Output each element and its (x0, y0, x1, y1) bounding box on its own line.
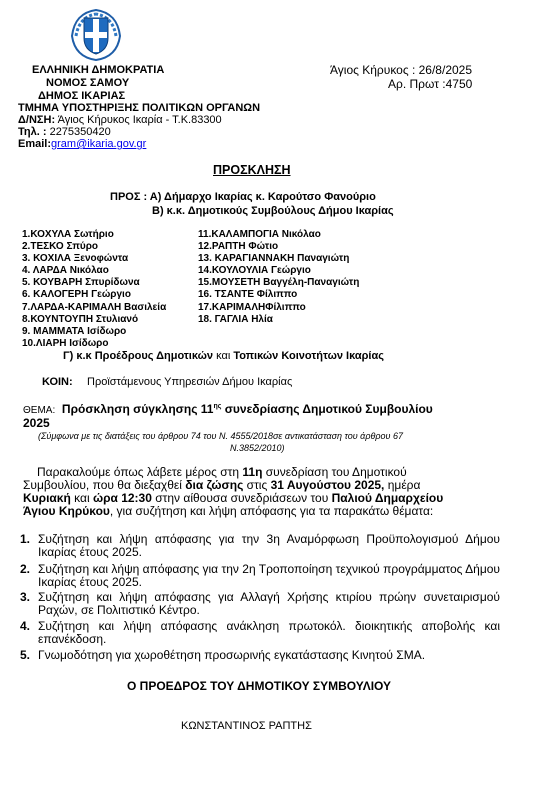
list-item: 7.ΛΑΡΔΑ-ΚΑΡΙΜΑΛΗ Βασιλεία (22, 301, 167, 313)
subject-label: ΘΕΜΑ: (23, 405, 56, 416)
agenda-item-number: 4. (20, 619, 31, 633)
legal-reference-2: Ν.3852/2010) (230, 443, 285, 453)
agenda-item-text: Συζήτηση και λήψη απόφασης για την 2η Τροποποίηση τεχνικού προγράμματος Δήμου Ικαρίας έτους 2025. (38, 562, 500, 589)
list-item: 18. ΓΑΓΛΙΑ Ηλία (198, 313, 273, 325)
body-text: Συμβουλίου, που θα διεξαχθεί (23, 478, 186, 492)
list-item: 8.ΚΟΥΝΤΟΥΠΗ Στυλιανό (22, 313, 139, 325)
body-line-3 (23, 491, 443, 505)
signatory-name: ΚΩΝΣΤΑΝΤΙΝΟΣ ΡΑΠΤΗΣ (181, 720, 312, 732)
meeting-number: 11η (242, 465, 263, 479)
org-line-1: ΕΛΛΗΝΙΚΗ ΔΗΜΟΚΡΑΤΙΑ (32, 64, 165, 76)
agenda-item-number: 2. (20, 562, 31, 576)
org-line-3: ΔΗΜΟΣ ΙΚΑΡΙΑΣ (38, 90, 126, 102)
list-item: 6. ΚΑΛΟΓΕΡΗ Γεώργιο (22, 289, 131, 301)
koin-label: ΚΟΙΝ: (42, 376, 73, 388)
councillors-left-list (22, 229, 166, 350)
meeting-venue: Παλιού Δημαρχείου (331, 491, 444, 505)
agenda-item-number: 3. (20, 590, 31, 604)
body-text: και (70, 491, 93, 505)
list-item: 2.ΤΕΣΚΟ Σπύρο (22, 241, 99, 253)
councillors-right-list (198, 229, 359, 326)
meeting-mode: δια ζώσης (185, 478, 244, 492)
recipient-c-end: Τοπικών Κοινοτήτων Ικαρίας (233, 350, 384, 362)
address-line (18, 114, 222, 126)
email-link[interactable]: gram@ikaria.gov.gr (51, 138, 147, 150)
agenda-item-number: 5. (20, 648, 31, 662)
body-text: , για συζήτηση και λήψη απόφασης για τα παρακάτω θέματα: (109, 504, 434, 518)
agenda-item-text: Συζήτηση και λήψη απόφασης για Αλλαγή Χρήσης κτιρίου πρώην συνεταιρισμού Ραχών, σε Πολιτιστικό Κέντρο. (38, 590, 500, 617)
list-item: 17.ΚΑΡΙΜΑΛΗΦίλιππο (198, 301, 306, 313)
subject-title: Πρόσκληση σύγκλησης 11 (61, 402, 214, 416)
recipient-c-bold: Γ) κ.κ Προέδρους Δημοτικών (63, 350, 214, 362)
body-line-2 (23, 478, 420, 492)
list-item: 14.ΚΟΥΛΟΥΛΙΑ Γεώργιο (198, 265, 311, 277)
greek-coat-of-arms-icon (68, 6, 124, 62)
body-line-1 (37, 465, 407, 479)
meeting-time: ώρα 12:30 (92, 491, 152, 505)
phone-value: 2275350420 (46, 126, 111, 138)
recipient-a: ΠΡΟΣ : Α) Δήμαρχο Ικαρίας κ. Καρούτσο Φανούριο (110, 191, 376, 203)
agenda-item (20, 649, 500, 663)
agenda-item-text: Γνωμοδότηση για χωροθέτηση προσωρινής εγκατάστασης Κινητού ΣΜΑ. (38, 648, 426, 662)
meeting-venue-city: Άγιου Κηρύκου (23, 504, 110, 518)
agenda-item (20, 563, 500, 591)
list-item: 4. ΛΑΡΔΑ Νικόλαο (22, 265, 109, 277)
body-text: στις (243, 478, 271, 492)
list-item: 13. ΚΑΡΑΓΙΑΝΝΑΚΗ Παναγιώτη (198, 253, 350, 265)
agenda-item (20, 620, 500, 648)
list-item: 15.ΜΟΥΣΕΤΗ Βαγγέλη-Παναγιώτη (198, 277, 360, 289)
recipient-c-mid: και (213, 350, 234, 362)
agenda-item-text: Συζήτηση και λήψη απόφασης για την 3η Αναμόρφωση Προϋπολογισμού Δήμου Ικαρίας έτους 2025. (38, 532, 500, 559)
list-item: 10.ΛΙΑΡΗ Ισίδωρο (22, 337, 109, 349)
date-line: Άγιος Κήρυκος : 26/8/2025 (330, 63, 473, 77)
org-line-2: ΝΟΜΟΣ ΣΑΜΟΥ (46, 77, 130, 89)
body-text: Παρακαλούμε όπως λάβετε μέρος στη (37, 465, 243, 479)
subject-line (23, 402, 503, 416)
address-label: Δ/ΝΣΗ: (18, 114, 56, 126)
recipient-b: Β) κ.κ. Δημοτικούς Συμβούλους Δήμου Ικαρίας (152, 205, 394, 217)
body-text: συνεδρίαση του Δημοτικού (262, 465, 407, 479)
list-item: 12.ΡΑΠΤΗ Φώτιο (198, 241, 279, 253)
subject-title-sup: ης (213, 403, 222, 410)
meeting-day: Κυριακή (23, 491, 71, 505)
agenda-item-text: Συζήτηση και λήψη απόφασης ανάκληση πρωτοκόλ. διοικητικής αποβολής και επανέκδοση. (38, 619, 500, 646)
koin-text: Προϊστάμενους Υπηρεσιών Δήμου Ικαρίας (87, 376, 293, 388)
phone-label: Τηλ. : (18, 126, 47, 138)
address-value: Άγιος Κήρυκος Ικαρία - Τ.Κ.83300 (55, 114, 222, 126)
department: ΤΜΗΜΑ ΥΠΟΣΤΗΡΙΞΗΣ ΠΟΛΙΤΙΚΩΝ ΟΡΓΑΝΩΝ (18, 102, 261, 114)
list-item: 5. ΚΟΥΒΑΡΗ Σπυρίδωνα (22, 277, 140, 289)
list-item: 9. ΜΑΜΜΑΤΑ Ισίδωρο (22, 325, 127, 337)
list-item: 1.ΚΟΧΥΛΑ Σωτήριο (22, 229, 114, 240)
page-title: ΠΡΟΣΚΛΗΣΗ (213, 163, 291, 177)
body-text: στην αίθουσα συνεδριάσεων του (151, 491, 332, 505)
recipient-c (63, 350, 384, 362)
body-line-4 (23, 504, 433, 518)
legal-reference-1: (Σύμφωνα με τις διατάξεις του άρθρου 74 του Ν. 4555/2018σε αντικατάσταση του άρθρου 67 (38, 431, 403, 441)
meeting-date: 31 Αυγούστου 2025, (270, 478, 385, 492)
list-item: 3. ΚΟΧΙΛΑ Ξενοφώντα (22, 253, 129, 265)
agenda-item (20, 533, 500, 561)
protocol-line: Αρ. Πρωτ :4750 (388, 77, 473, 91)
list-item: 11.ΚΑΛΑΜΠΟΓΙΑ Νικόλαο (198, 229, 321, 240)
agenda-item (20, 591, 500, 619)
signatory-role: Ο ΠΡΟΕΔΡΟΣ ΤΟΥ ΔΗΜΟΤΙΚΟΥ ΣΥΜΒΟΥΛΙΟΥ (127, 679, 392, 693)
subject-title-rest: συνεδρίασης Δημοτικού Συμβουλίου (221, 402, 433, 416)
email-label: Email: (18, 138, 52, 150)
email-line (18, 138, 146, 150)
body-text: ημέρα (384, 478, 421, 492)
agenda-item-number: 1. (20, 532, 31, 546)
phone-line (18, 126, 111, 138)
list-item: 16. ΤΣΑΝΤΕ Φίλιππο (198, 289, 298, 301)
subject-year: 2025 (23, 416, 50, 430)
